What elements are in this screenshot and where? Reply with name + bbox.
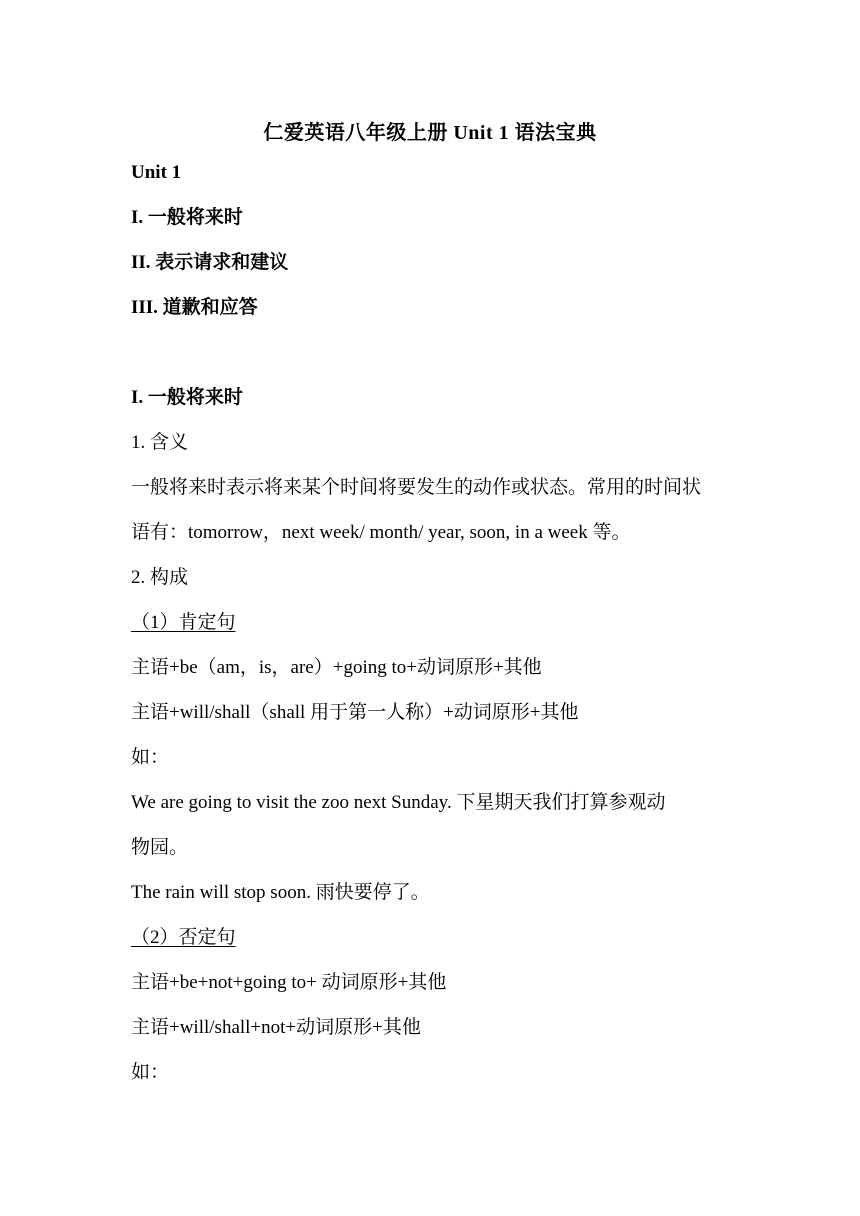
toc-item-1: I. 一般将来时	[131, 207, 243, 228]
meaning-text-line-1: 一般将来时表示将来某个时间将要发生的动作或状态。常用的时间状	[131, 477, 702, 498]
toc-unit: Unit 1	[131, 162, 182, 183]
negative-formula-1: 主语+be+not+going to+ 动词原形+其他	[131, 972, 447, 993]
example-1-line-1: We are going to visit the zoo next Sunday. 下星期天我们打算参观动	[131, 792, 666, 813]
affirmative-label: （1）肯定句	[131, 612, 236, 633]
example-1-line-2: 物园。	[131, 837, 189, 858]
meaning-heading: 1. 含义	[131, 432, 189, 453]
affirmative-formula-1: 主语+be（am，is，are）+going to+动词原形+其他	[131, 657, 542, 678]
example-2: The rain will stop soon. 雨快要停了。	[131, 882, 430, 903]
negative-label: （2）否定句	[131, 927, 236, 948]
section-heading: I. 一般将来时	[131, 387, 243, 408]
affirmative-formula-2: 主语+will/shall（shall 用于第一人称）+动词原形+其他	[131, 702, 579, 723]
affirmative-eg: 如：	[131, 747, 170, 768]
page-title: 仁爱英语八年级上册 Unit 1 语法宝典	[263, 122, 597, 144]
structure-heading: 2. 构成	[131, 567, 189, 588]
meaning-text-line-2: 语有：tomorrow，next week/ month/ year, soon, in a week 等。	[131, 522, 631, 543]
toc-item-2: II. 表示请求和建议	[131, 252, 289, 273]
negative-formula-2: 主语+will/shall+not+动词原形+其他	[131, 1017, 421, 1038]
toc-item-3: III. 道歉和应答	[131, 297, 258, 318]
negative-eg: 如：	[131, 1062, 170, 1083]
